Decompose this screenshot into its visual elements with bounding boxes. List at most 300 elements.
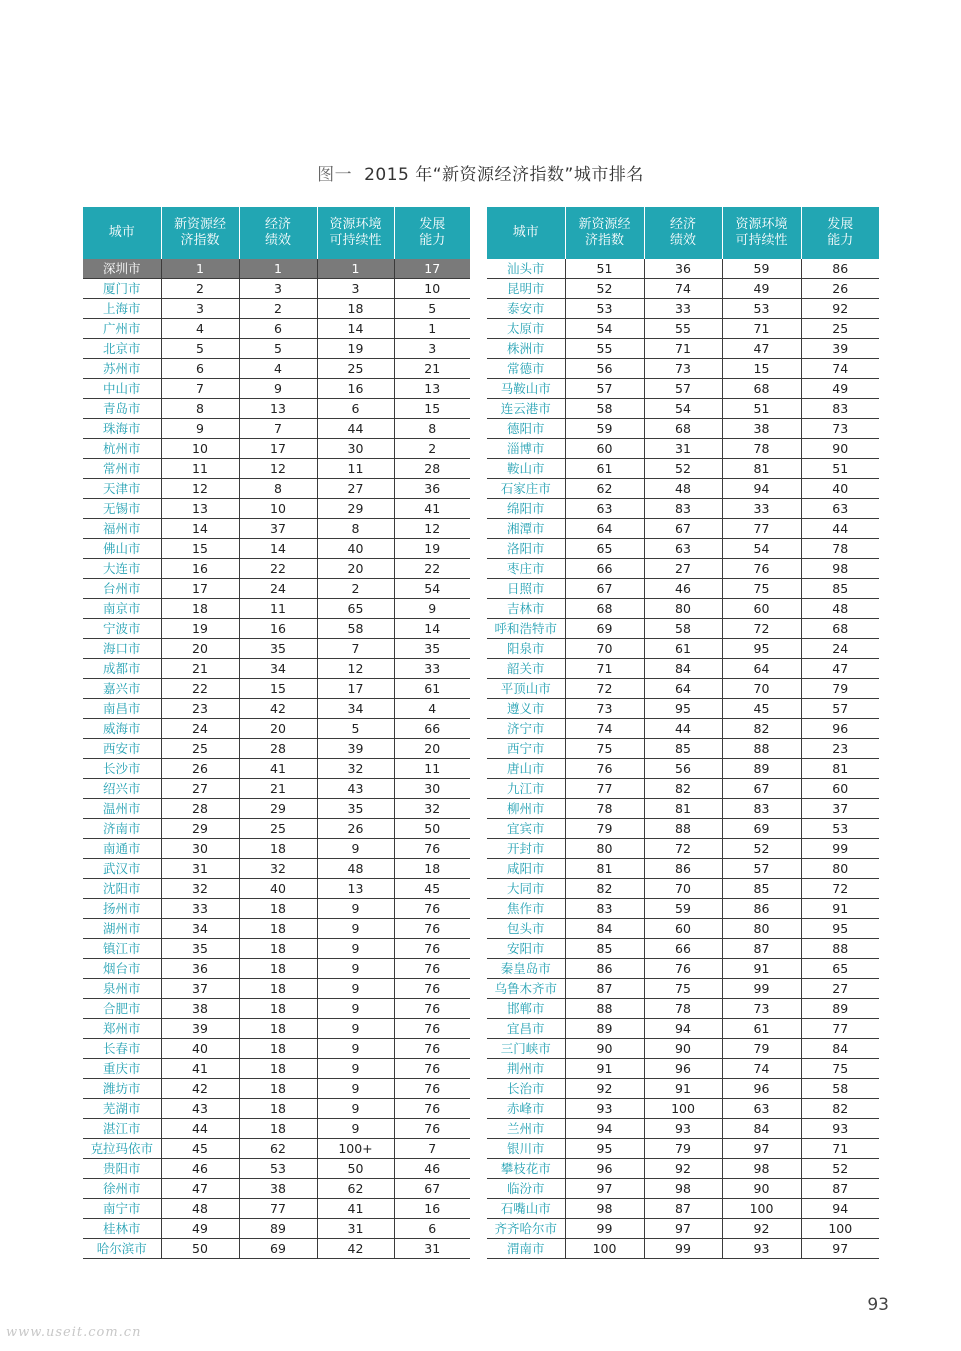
rank-cell: 48	[317, 859, 394, 879]
table-row	[487, 999, 879, 1019]
rank-cell: 72	[644, 839, 722, 859]
rank-cell: 19	[161, 619, 239, 639]
rank-cell: 9	[317, 959, 394, 979]
rank-cell: 8	[317, 519, 394, 539]
rank-cell: 93	[644, 1119, 722, 1139]
rank-cell: 81	[801, 759, 879, 779]
column-header-line: 新资源经	[173, 217, 226, 232]
city-name-cell: 秦皇岛市	[487, 959, 565, 979]
rank-cell: 48	[161, 1199, 239, 1219]
table-row	[83, 499, 470, 519]
rank-cell: 94	[801, 1199, 879, 1219]
rank-cell: 12	[394, 519, 470, 539]
table-row	[83, 1219, 470, 1239]
rank-cell: 18	[239, 999, 317, 1019]
rank-cell: 94	[644, 1019, 722, 1039]
table-row	[487, 319, 879, 339]
rank-cell: 44	[801, 519, 879, 539]
rank-cell: 71	[801, 1139, 879, 1159]
rank-cell: 10	[239, 499, 317, 519]
rank-cell: 5	[317, 719, 394, 739]
rank-cell: 78	[722, 439, 801, 459]
rank-cell: 92	[644, 1159, 722, 1179]
table-row	[83, 919, 470, 939]
rank-cell: 58	[317, 619, 394, 639]
rank-cell: 40	[317, 539, 394, 559]
city-name-cell: 青岛市	[83, 399, 161, 419]
city-name-cell: 绵阳市	[487, 499, 565, 519]
city-name-cell: 南昌市	[83, 699, 161, 719]
rank-cell: 100	[801, 1219, 879, 1239]
table-row	[83, 579, 470, 599]
rank-cell: 87	[644, 1199, 722, 1219]
city-name-cell: 常德市	[487, 359, 565, 379]
table-row	[83, 739, 470, 759]
table-row	[83, 319, 470, 339]
table-row	[487, 1159, 879, 1179]
rank-cell: 82	[644, 779, 722, 799]
rank-cell: 61	[565, 459, 644, 479]
rank-cell: 8	[239, 479, 317, 499]
rank-cell: 79	[722, 1039, 801, 1059]
rank-cell: 30	[161, 839, 239, 859]
table-row	[83, 879, 470, 899]
rank-cell: 49	[161, 1219, 239, 1239]
rank-cell: 74	[801, 359, 879, 379]
rank-cell: 9	[317, 1119, 394, 1139]
rank-cell: 33	[161, 899, 239, 919]
rank-cell: 34	[317, 699, 394, 719]
rank-cell: 6	[317, 399, 394, 419]
rank-cell: 87	[801, 1179, 879, 1199]
rank-cell: 67	[394, 1179, 470, 1199]
city-name-cell: 济南市	[83, 819, 161, 839]
rank-cell: 15	[722, 359, 801, 379]
city-name-cell: 北京市	[83, 339, 161, 359]
city-name-cell: 潍坊市	[83, 1079, 161, 1099]
rank-cell: 13	[239, 399, 317, 419]
city-name-cell: 深圳市	[83, 259, 161, 279]
rank-cell: 48	[644, 479, 722, 499]
rank-cell: 85	[722, 879, 801, 899]
rank-cell: 77	[801, 1019, 879, 1039]
table-row	[487, 1059, 879, 1079]
rank-cell: 78	[801, 539, 879, 559]
rank-cell: 30	[394, 779, 470, 799]
rank-cell: 60	[644, 919, 722, 939]
table-row	[487, 519, 879, 539]
city-name-cell: 安阳市	[487, 939, 565, 959]
table-row	[487, 439, 879, 459]
rank-cell: 90	[644, 1039, 722, 1059]
rank-cell: 89	[801, 999, 879, 1019]
rank-cell: 76	[394, 1099, 470, 1119]
table-row	[487, 659, 879, 679]
table-row	[487, 1239, 879, 1259]
rank-cell: 31	[644, 439, 722, 459]
rank-cell: 14	[161, 519, 239, 539]
table-row	[487, 279, 879, 299]
rank-cell: 47	[161, 1179, 239, 1199]
table-row	[487, 1039, 879, 1059]
figure-title-text: 2015 年“新资源经济指数”城市排名	[364, 165, 644, 185]
table-row	[83, 839, 470, 859]
rank-cell: 7	[239, 419, 317, 439]
rank-cell: 80	[565, 839, 644, 859]
table-row	[487, 499, 879, 519]
rank-cell: 92	[801, 299, 879, 319]
rank-cell: 68	[801, 619, 879, 639]
rank-cell: 84	[644, 659, 722, 679]
table-row	[83, 619, 470, 639]
city-name-cell: 福州市	[83, 519, 161, 539]
rank-cell: 91	[801, 899, 879, 919]
rank-cell: 15	[239, 679, 317, 699]
city-name-cell: 厦门市	[83, 279, 161, 299]
rank-cell: 76	[644, 959, 722, 979]
city-name-cell: 洛阳市	[487, 539, 565, 559]
table-row	[83, 359, 470, 379]
rank-cell: 78	[565, 799, 644, 819]
rank-cell: 68	[565, 599, 644, 619]
rank-cell: 12	[317, 659, 394, 679]
rank-cell: 18	[239, 899, 317, 919]
rank-cell: 41	[317, 1199, 394, 1219]
city-name-cell: 合肥市	[83, 999, 161, 1019]
watermark: www.useit.com.cn	[6, 1325, 142, 1340]
rank-cell: 36	[644, 259, 722, 279]
table-row	[487, 919, 879, 939]
city-name-cell: 唐山市	[487, 759, 565, 779]
rank-cell: 89	[722, 759, 801, 779]
rank-cell: 70	[644, 879, 722, 899]
rank-cell: 31	[161, 859, 239, 879]
city-name-cell: 泰安市	[487, 299, 565, 319]
city-name-cell: 焦作市	[487, 899, 565, 919]
rank-cell: 42	[161, 1079, 239, 1099]
table-row	[487, 699, 879, 719]
column-header	[394, 207, 470, 259]
rank-cell: 95	[722, 639, 801, 659]
rank-cell: 55	[644, 319, 722, 339]
rank-cell: 8	[394, 419, 470, 439]
rank-cell: 9	[239, 379, 317, 399]
rank-cell: 93	[722, 1239, 801, 1259]
rank-cell: 6	[161, 359, 239, 379]
rank-cell: 73	[801, 419, 879, 439]
rank-cell: 25	[317, 359, 394, 379]
rank-cell: 14	[394, 619, 470, 639]
column-header-line: 城市	[108, 225, 135, 240]
rank-cell: 85	[801, 579, 879, 599]
rank-cell: 71	[722, 319, 801, 339]
rank-cell: 55	[565, 339, 644, 359]
city-name-cell: 汕头市	[487, 259, 565, 279]
rank-cell: 46	[394, 1159, 470, 1179]
column-header-line: 绩效	[264, 233, 291, 248]
table-row	[83, 759, 470, 779]
rank-cell: 76	[394, 959, 470, 979]
rank-cell: 16	[317, 379, 394, 399]
city-name-cell: 连云港市	[487, 399, 565, 419]
rank-cell: 13	[161, 499, 239, 519]
rank-cell: 88	[801, 939, 879, 959]
rank-cell: 7	[317, 639, 394, 659]
rank-cell: 18	[239, 1039, 317, 1059]
rank-cell: 63	[801, 499, 879, 519]
rank-cell: 38	[722, 419, 801, 439]
table-row	[83, 439, 470, 459]
rank-cell: 26	[161, 759, 239, 779]
rank-cell: 27	[801, 979, 879, 999]
rank-cell: 37	[239, 519, 317, 539]
rank-cell: 60	[722, 599, 801, 619]
rank-cell: 84	[565, 919, 644, 939]
table-row	[83, 1079, 470, 1099]
rank-cell: 91	[722, 959, 801, 979]
column-header-line: 经济	[669, 217, 696, 232]
rank-cell: 18	[239, 1079, 317, 1099]
rank-cell: 9	[317, 1019, 394, 1039]
rank-cell: 73	[644, 359, 722, 379]
rank-cell: 56	[644, 759, 722, 779]
rank-cell: 9	[317, 919, 394, 939]
city-name-cell: 扬州市	[83, 899, 161, 919]
rank-cell: 3	[317, 279, 394, 299]
rank-cell: 76	[394, 1039, 470, 1059]
rank-cell: 26	[801, 279, 879, 299]
rank-cell: 18	[239, 959, 317, 979]
column-header-line: 能力	[827, 233, 854, 248]
rank-cell: 59	[722, 259, 801, 279]
rank-cell: 79	[565, 819, 644, 839]
rank-cell: 20	[239, 719, 317, 739]
city-name-cell: 枣庄市	[487, 559, 565, 579]
rank-cell: 65	[801, 959, 879, 979]
table-row	[487, 739, 879, 759]
table-row	[83, 1239, 470, 1259]
city-name-cell: 芜湖市	[83, 1099, 161, 1119]
rank-cell: 10	[161, 439, 239, 459]
rank-cell: 88	[644, 819, 722, 839]
rank-cell: 52	[644, 459, 722, 479]
rank-cell: 76	[394, 1059, 470, 1079]
rank-cell: 9	[317, 899, 394, 919]
city-name-cell: 长治市	[487, 1079, 565, 1099]
rank-cell: 44	[317, 419, 394, 439]
rank-cell: 28	[394, 459, 470, 479]
rank-cell: 86	[801, 259, 879, 279]
rank-cell: 60	[565, 439, 644, 459]
rank-cell: 10	[394, 279, 470, 299]
city-name-cell: 无锡市	[83, 499, 161, 519]
column-header	[239, 207, 317, 259]
table-row	[83, 799, 470, 819]
ranking-table-left	[83, 207, 470, 1259]
rank-cell: 18	[239, 919, 317, 939]
city-name-cell: 渭南市	[487, 1239, 565, 1259]
rank-cell: 5	[239, 339, 317, 359]
city-name-cell: 包头市	[487, 919, 565, 939]
rank-cell: 18	[239, 1099, 317, 1119]
column-header	[317, 207, 394, 259]
page-number: 93	[867, 1295, 889, 1315]
rank-cell: 7	[161, 379, 239, 399]
rank-cell: 78	[644, 999, 722, 1019]
rank-cell: 64	[644, 679, 722, 699]
rank-cell: 4	[239, 359, 317, 379]
rank-cell: 4	[161, 319, 239, 339]
table-row	[83, 979, 470, 999]
table-row	[83, 559, 470, 579]
rank-cell: 62	[565, 479, 644, 499]
rank-cell: 67	[565, 579, 644, 599]
table-row	[83, 959, 470, 979]
rank-cell: 99	[801, 839, 879, 859]
city-name-cell: 株洲市	[487, 339, 565, 359]
rank-cell: 18	[239, 1019, 317, 1039]
column-header	[161, 207, 239, 259]
city-name-cell: 郑州市	[83, 1019, 161, 1039]
city-name-cell: 呼和浩特市	[487, 619, 565, 639]
rank-cell: 8	[161, 399, 239, 419]
column-header-line: 可持续性	[329, 233, 382, 248]
rank-cell: 59	[565, 419, 644, 439]
rank-cell: 61	[644, 639, 722, 659]
rank-cell: 63	[722, 1099, 801, 1119]
column-header-line: 经济	[264, 217, 291, 232]
rank-cell: 17	[394, 259, 470, 279]
rank-cell: 32	[161, 879, 239, 899]
rank-cell: 28	[239, 739, 317, 759]
city-name-cell: 成都市	[83, 659, 161, 679]
rank-cell: 22	[161, 679, 239, 699]
table-row	[487, 939, 879, 959]
rank-cell: 9	[317, 839, 394, 859]
rank-cell: 99	[722, 979, 801, 999]
rank-cell: 100	[565, 1239, 644, 1259]
rank-cell: 33	[644, 299, 722, 319]
table-row	[487, 1139, 879, 1159]
rank-cell: 71	[565, 659, 644, 679]
rank-cell: 81	[565, 859, 644, 879]
city-name-cell: 宁波市	[83, 619, 161, 639]
rank-cell: 18	[239, 1119, 317, 1139]
table-row	[487, 399, 879, 419]
rank-cell: 94	[565, 1119, 644, 1139]
table-header-row	[83, 207, 470, 259]
rank-cell: 17	[161, 579, 239, 599]
rank-cell: 40	[161, 1039, 239, 1059]
rank-cell: 14	[239, 539, 317, 559]
table-row	[83, 999, 470, 1019]
rank-cell: 76	[394, 1079, 470, 1099]
rank-cell: 99	[565, 1219, 644, 1239]
rank-cell: 80	[801, 859, 879, 879]
table-row	[487, 599, 879, 619]
city-name-cell: 克拉玛依市	[83, 1139, 161, 1159]
column-header-line: 城市	[512, 225, 539, 240]
rank-cell: 51	[722, 399, 801, 419]
table-row	[83, 1179, 470, 1199]
rank-cell: 16	[394, 1199, 470, 1219]
rank-cell: 2	[317, 579, 394, 599]
rank-cell: 71	[644, 339, 722, 359]
rank-cell: 23	[801, 739, 879, 759]
rank-cell: 9	[317, 979, 394, 999]
rank-cell: 72	[722, 619, 801, 639]
city-name-cell: 宜昌市	[487, 1019, 565, 1039]
table-row	[83, 539, 470, 559]
column-header	[801, 207, 879, 259]
rank-cell: 49	[801, 379, 879, 399]
column-header	[83, 207, 161, 259]
rank-cell: 21	[239, 779, 317, 799]
city-name-cell: 乌鲁木齐市	[487, 979, 565, 999]
rank-cell: 97	[801, 1239, 879, 1259]
table-row	[83, 699, 470, 719]
table-row	[83, 819, 470, 839]
rank-cell: 18	[161, 599, 239, 619]
city-name-cell: 齐齐哈尔市	[487, 1219, 565, 1239]
rank-cell: 84	[722, 1119, 801, 1139]
table-row	[487, 639, 879, 659]
table-row	[487, 959, 879, 979]
table-row	[487, 579, 879, 599]
table-row	[487, 1179, 879, 1199]
rank-cell: 6	[394, 1219, 470, 1239]
rank-cell: 1	[394, 319, 470, 339]
rank-cell: 64	[722, 659, 801, 679]
rank-cell: 97	[565, 1179, 644, 1199]
table-row	[83, 339, 470, 359]
rank-cell: 87	[565, 979, 644, 999]
city-name-cell: 石嘴山市	[487, 1199, 565, 1219]
city-name-cell: 常州市	[83, 459, 161, 479]
rank-cell: 9	[317, 1059, 394, 1079]
city-name-cell: 南通市	[83, 839, 161, 859]
rank-cell: 9	[317, 999, 394, 1019]
column-header-line: 济指数	[180, 233, 220, 248]
rank-cell: 25	[239, 819, 317, 839]
table-row	[83, 479, 470, 499]
rank-cell: 90	[801, 439, 879, 459]
city-name-cell: 淄博市	[487, 439, 565, 459]
rank-cell: 9	[317, 1039, 394, 1059]
rank-cell: 2	[161, 279, 239, 299]
rank-cell: 29	[161, 819, 239, 839]
rank-cell: 75	[801, 1059, 879, 1079]
rank-cell: 59	[644, 899, 722, 919]
city-name-cell: 长春市	[83, 1039, 161, 1059]
column-header-line: 绩效	[669, 233, 696, 248]
rank-cell: 29	[317, 499, 394, 519]
city-name-cell: 平顶山市	[487, 679, 565, 699]
city-name-cell: 桂林市	[83, 1219, 161, 1239]
city-name-cell: 湖州市	[83, 919, 161, 939]
city-name-cell: 日照市	[487, 579, 565, 599]
rank-cell: 43	[161, 1099, 239, 1119]
city-name-cell: 重庆市	[83, 1059, 161, 1079]
table-row	[83, 1039, 470, 1059]
column-header-line: 可持续性	[735, 233, 788, 248]
table-row	[83, 679, 470, 699]
rank-cell: 65	[317, 599, 394, 619]
rank-cell: 37	[161, 979, 239, 999]
rank-cell: 85	[565, 939, 644, 959]
rank-cell: 69	[722, 819, 801, 839]
rank-cell: 80	[722, 919, 801, 939]
